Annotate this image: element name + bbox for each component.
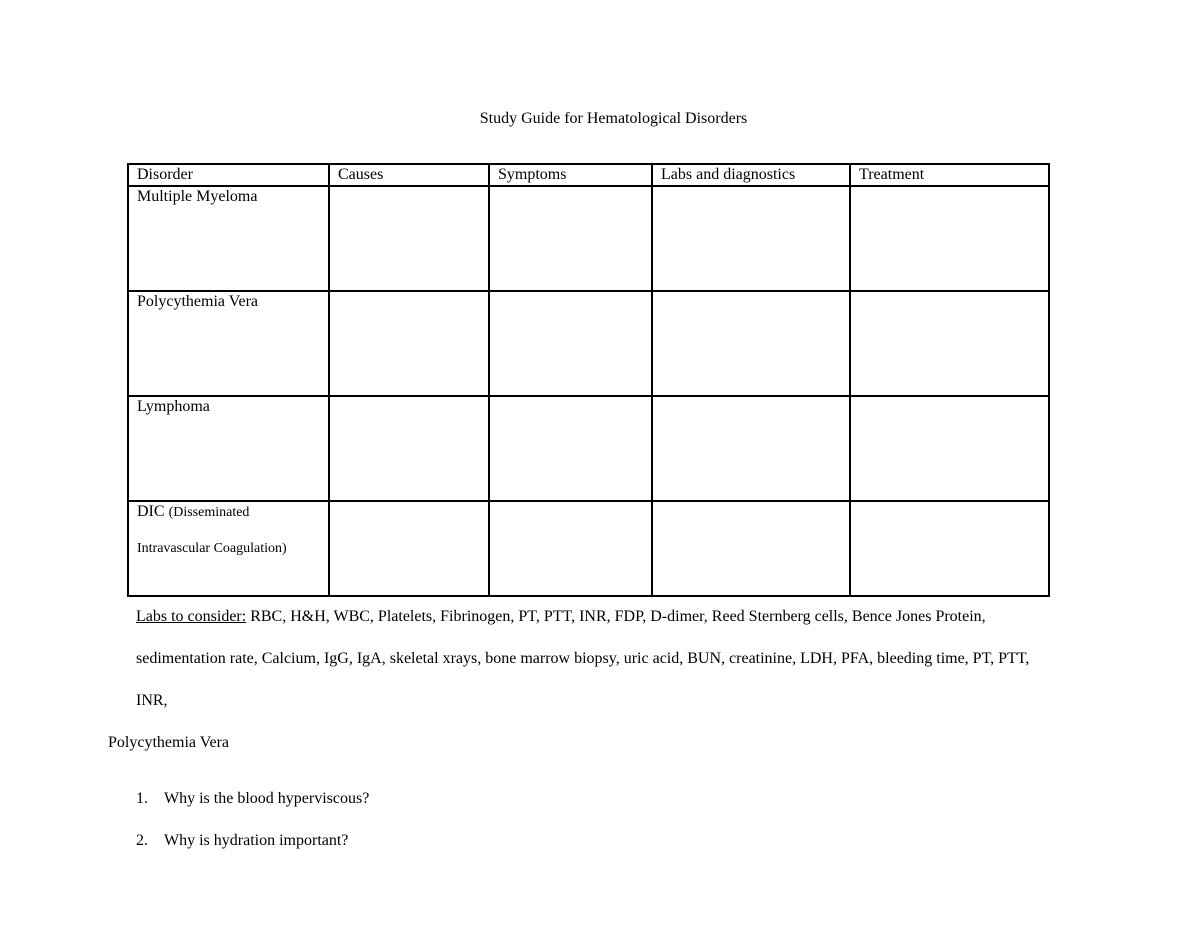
question-text: Why is the blood hyperviscous?: [164, 790, 370, 807]
treatment-cell: [850, 501, 1049, 596]
labs-label: Labs to consider:: [136, 608, 247, 625]
labs-cell: [652, 396, 850, 501]
header-causes: Causes: [329, 164, 489, 186]
header-disorder: Disorder: [128, 164, 329, 186]
symptoms-cell: [489, 396, 652, 501]
symptoms-cell: [489, 186, 652, 291]
disorder-cell: Lymphoma: [128, 396, 329, 501]
header-labs-diagnostics: Labs and diagnostics: [652, 164, 850, 186]
document-title: Study Guide for Hematological Disorders: [479, 110, 748, 127]
causes-cell: [329, 396, 489, 501]
disorder-cell: Multiple Myeloma: [128, 186, 329, 291]
list-item: [136, 830, 369, 872]
table-row: [128, 291, 1049, 396]
table-row: [128, 186, 1049, 291]
labs-cell: [652, 186, 850, 291]
treatment-cell: [850, 186, 1049, 291]
disorder-subtitle-cont: Intravascular Coagulation): [137, 541, 287, 556]
labs-cell: [652, 291, 850, 396]
disorders-table: [127, 163, 1050, 597]
question-text: Why is hydration important?: [164, 832, 349, 849]
disorder-cell: Polycythemia Vera: [128, 291, 329, 396]
causes-cell: [329, 501, 489, 596]
labs-text: RBC, H&H, WBC, Platelets, Fibrinogen, PT, PTT, INR, FDP, D-dimer, Reed Sternberg cells, Bence Jones Protein, sedimentation rate, Calcium, IgG, IgA, skeletal xrays, bone marrow biopsy, uric acid, BUN, creatinine, LDH, PFA, bleeding time, PT, PTT, INR,: [136, 608, 1030, 709]
labs-paragraph: [136, 596, 1056, 722]
disorder-subtitle: (Disseminated: [168, 505, 250, 520]
disorder-cell: [128, 501, 329, 596]
table-row: [128, 396, 1049, 501]
causes-cell: [329, 291, 489, 396]
header-treatment: Treatment: [850, 164, 1049, 186]
list-item: [136, 788, 369, 830]
symptoms-cell: [489, 291, 652, 396]
section-heading: Polycythemia Vera: [108, 734, 230, 751]
questions-list: [136, 788, 369, 872]
list-number: 2.: [136, 832, 148, 849]
table-header-row: [128, 164, 1049, 186]
treatment-cell: [850, 396, 1049, 501]
labs-cell: [652, 501, 850, 596]
symptoms-cell: [489, 501, 652, 596]
disorder-name: DIC: [137, 503, 165, 520]
treatment-cell: [850, 291, 1049, 396]
list-number: 1.: [136, 790, 148, 807]
causes-cell: [329, 186, 489, 291]
table-row: [128, 501, 1049, 596]
header-symptoms: Symptoms: [489, 164, 652, 186]
